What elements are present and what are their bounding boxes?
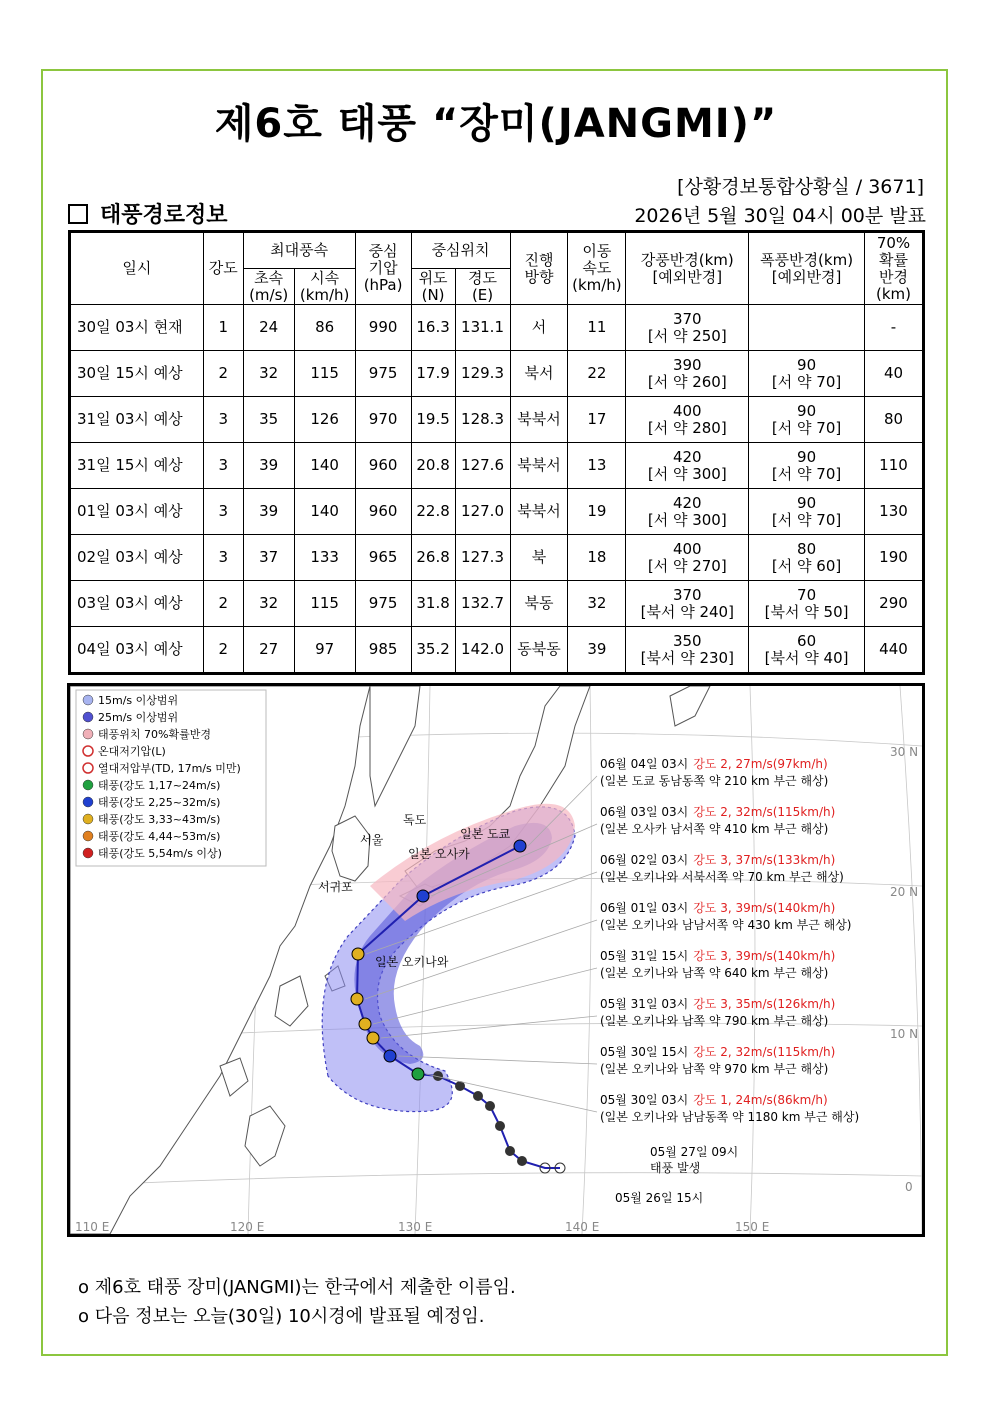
cell-time: 02일 03시 예상 — [70, 535, 204, 581]
annotation-desc: (일본 오키나와 남쪽 약 790 km 부근 해상) — [600, 1014, 829, 1028]
cell-lon: 128.3 — [455, 397, 510, 443]
annotation-desc: (일본 오키나와 서북서쪽 약 70 km 부근 해상) — [600, 870, 844, 884]
header-center: 중심위치 — [411, 232, 510, 269]
annotation-desc: (일본 오키나와 남쪽 약 640 km 부근 해상) — [600, 966, 829, 980]
cell-time: 31일 15시 예상 — [70, 443, 204, 489]
cell-time: 04일 03시 예상 — [70, 627, 204, 674]
cell-strength: 3 — [203, 535, 243, 581]
cell-strength: 1 — [203, 305, 243, 351]
cell-strength: 2 — [203, 351, 243, 397]
cell-pressure: 985 — [355, 627, 411, 674]
annotation-desc: (일본 오사카 남서쪽 약 410 km 부근 해상) — [600, 822, 829, 836]
cell-gale-radius: 400 [서 약 280] — [626, 397, 749, 443]
typhoon-green-icon — [83, 780, 93, 790]
lon-label-150: 150 E — [735, 1220, 770, 1234]
cell-pressure: 990 — [355, 305, 411, 351]
header-storm-radius: 폭풍반경(km) [예외반경] — [749, 232, 865, 305]
cell-direction: 북북서 — [510, 489, 568, 535]
section-heading — [68, 198, 228, 229]
cell-speed: 39 — [568, 627, 626, 674]
blue-dot — [83, 712, 93, 722]
lon-label-120: 120 E — [230, 1220, 265, 1234]
cell-storm-radius: 90 [서 약 70] — [749, 351, 865, 397]
header-strength: 강도 — [203, 232, 243, 305]
header-probability: 70% 확률 반경 (km) — [864, 232, 923, 305]
cell-probability: 440 — [864, 627, 923, 674]
marker-0531-15 — [359, 1018, 371, 1030]
marker-past — [517, 1156, 527, 1166]
legend-label: 태풍(강도 5,54m/s 이상) — [98, 847, 222, 860]
annotation-date: 05월 31일 15시 강도 3, 39m/s(140km/h) — [600, 949, 836, 963]
cell-speed: 13 — [568, 443, 626, 489]
notes — [78, 1273, 516, 1331]
cell-lon: 127.0 — [455, 489, 510, 535]
cell-lat: 31.8 — [411, 581, 455, 627]
cell-speed: 19 — [568, 489, 626, 535]
cell-direction: 북서 — [510, 351, 568, 397]
cell-wind-kmh: 126 — [294, 397, 355, 443]
cell-wind-ms: 37 — [243, 535, 294, 581]
cell-gale-radius: 350 [북서 약 230] — [626, 627, 749, 674]
cell-wind-ms: 24 — [243, 305, 294, 351]
annotation-date: 05월 30일 03시 강도 1, 24m/s(86km/h) — [600, 1093, 828, 1107]
cell-lat: 26.8 — [411, 535, 455, 581]
lon-label-140: 140 E — [565, 1220, 600, 1234]
cell-wind-ms: 32 — [243, 351, 294, 397]
cell-pressure: 970 — [355, 397, 411, 443]
annotation-date: 06월 03일 03시 강도 2, 32m/s(115km/h) — [600, 805, 836, 819]
typhoon-track-table — [68, 230, 925, 675]
cell-probability: 190 — [864, 535, 923, 581]
cell-wind-ms: 32 — [243, 581, 294, 627]
cell-gale-radius: 420 [서 약 300] — [626, 443, 749, 489]
cell-lat: 35.2 — [411, 627, 455, 674]
legend-label: 태풍위치 70%확률반경 — [98, 728, 211, 741]
cell-direction: 북동 — [510, 581, 568, 627]
lat-label-10: 10 N — [890, 1027, 919, 1041]
table-row — [70, 535, 924, 581]
annotation-date: 05월 30일 15시 강도 2, 32m/s(115km/h) — [600, 1045, 836, 1059]
annotation-date: 05월 31일 03시 강도 3, 35m/s(126km/h) — [600, 997, 836, 1011]
header-wind-kmh: 시속 (km/h) — [294, 269, 355, 305]
cell-wind-ms: 35 — [243, 397, 294, 443]
cell-storm-radius: 70 [북서 약 50] — [749, 581, 865, 627]
cell-speed: 22 — [568, 351, 626, 397]
page-title: 제6호 태풍 “장미(JANGMI)” — [214, 101, 778, 147]
cell-wind-kmh: 97 — [294, 627, 355, 674]
cell-speed: 18 — [568, 535, 626, 581]
cell-pressure: 960 — [355, 489, 411, 535]
cell-storm-radius: 90 [서 약 70] — [749, 397, 865, 443]
cell-lon: 132.7 — [455, 581, 510, 627]
cell-lat: 22.8 — [411, 489, 455, 535]
legend-label: 25m/s 이상범위 — [98, 711, 179, 724]
genesis-label-2: 태풍 발생 — [650, 1161, 701, 1175]
cell-lon: 127.3 — [455, 535, 510, 581]
marker-past — [485, 1101, 495, 1111]
cell-probability: 130 — [864, 489, 923, 535]
cell-speed: 32 — [568, 581, 626, 627]
cell-strength: 3 — [203, 397, 243, 443]
cell-time: 03일 03시 예상 — [70, 581, 204, 627]
legend-label: 태풍(강도 3,33~43m/s) — [98, 813, 221, 826]
cell-wind-kmh: 140 — [294, 489, 355, 535]
cell-wind-kmh: 140 — [294, 443, 355, 489]
annotation-date: 06월 04일 03시 강도 2, 27m/s(97km/h) — [600, 757, 828, 771]
header-lon: 경도 (E) — [455, 269, 510, 305]
cell-wind-ms: 39 — [243, 443, 294, 489]
cell-storm-radius: 90 [서 약 70] — [749, 443, 865, 489]
td-icon — [83, 763, 93, 773]
marker-0604 — [514, 840, 526, 852]
section-title: 태풍경로정보 — [100, 203, 228, 228]
cell-strength: 2 — [203, 581, 243, 627]
cell-storm-radius: 80 [서 약 60] — [749, 535, 865, 581]
cell-gale-radius: 370 [북서 약 240] — [626, 581, 749, 627]
typhoon-blue-icon — [83, 797, 93, 807]
header-gale-radius: 강풍반경(km) [예외반경] — [626, 232, 749, 305]
cell-probability: 290 — [864, 581, 923, 627]
cell-lon: 131.1 — [455, 305, 510, 351]
checkbox-icon — [68, 204, 88, 224]
place-okinawa: 일본 오키나와 — [375, 955, 449, 969]
cell-wind-kmh: 86 — [294, 305, 355, 351]
legend-label: 태풍(강도 4,44~53m/s) — [98, 830, 221, 843]
header-speed: 이동 속도 (km/h) — [568, 232, 626, 305]
marker-0531-03 — [367, 1032, 379, 1044]
legend-label: 태풍(강도 2,25~32m/s) — [98, 796, 221, 809]
cell-probability: - — [864, 305, 923, 351]
cell-probability: 110 — [864, 443, 923, 489]
annotation-desc: (일본 오키나와 남쪽 약 970 km 부근 해상) — [600, 1062, 829, 1076]
header-direction: 진행 방향 — [510, 232, 568, 305]
table-row — [70, 305, 924, 351]
cell-lat: 20.8 — [411, 443, 455, 489]
marker-0602 — [352, 948, 364, 960]
legend-label: 태풍(강도 1,17~24m/s) — [98, 779, 221, 792]
marker-past — [495, 1121, 505, 1131]
cell-lon: 127.6 — [455, 443, 510, 489]
cell-direction: 북 — [510, 535, 568, 581]
cell-gale-radius: 420 [서 약 300] — [626, 489, 749, 535]
cell-probability: 40 — [864, 351, 923, 397]
place-dokdo: 독도 — [403, 813, 427, 827]
table-row — [70, 351, 924, 397]
cell-pressure: 960 — [355, 443, 411, 489]
cell-lat: 19.5 — [411, 397, 455, 443]
annotation-date: 06월 01일 03시 강도 3, 39m/s(140km/h) — [600, 901, 836, 915]
track-map-svg — [70, 686, 922, 1234]
table-row — [70, 489, 924, 535]
marker-past — [473, 1091, 483, 1101]
cell-gale-radius: 370 [서 약 250] — [626, 305, 749, 351]
cell-lon: 142.0 — [455, 627, 510, 674]
lat-label-0: 0 — [905, 1180, 913, 1194]
marker-0603 — [417, 890, 429, 902]
low-pressure-icon — [83, 746, 93, 756]
header-lat: 위도 (N) — [411, 269, 455, 305]
cell-time: 01일 03시 예상 — [70, 489, 204, 535]
typhoon-orange-icon — [83, 831, 93, 841]
place-tokyo: 일본 도쿄 — [460, 827, 511, 841]
cell-wind-kmh: 115 — [294, 581, 355, 627]
table-row — [70, 627, 924, 674]
cell-wind-ms: 39 — [243, 489, 294, 535]
cell-wind-ms: 27 — [243, 627, 294, 674]
cell-lat: 16.3 — [411, 305, 455, 351]
typhoon-yellow-icon — [83, 814, 93, 824]
cell-speed: 17 — [568, 397, 626, 443]
light-blue-dot — [83, 695, 93, 705]
header-pressure: 중심 기압 (hPa) — [355, 232, 411, 305]
header-time: 일시 — [70, 232, 204, 305]
table-row — [70, 581, 924, 627]
cell-gale-radius: 390 [서 약 260] — [626, 351, 749, 397]
cell-direction: 북북서 — [510, 443, 568, 489]
place-seogwipo: 서귀포 — [318, 880, 353, 894]
legend-label: 열대저압부(TD, 17m/s 미만) — [98, 762, 241, 775]
annotation-desc: (일본 오키나와 남남서쪽 약 430 km 부근 해상) — [600, 918, 852, 932]
table-row — [70, 443, 924, 489]
pink-dot — [83, 729, 93, 739]
annotation-desc: (일본 오키나와 남남동쪽 약 1180 km 부근 해상) — [600, 1110, 860, 1124]
issue-time: 2026년 5월 30일 04시 00분 발표 — [634, 205, 926, 227]
typhoon-red-icon — [83, 848, 93, 858]
legend-label: 온대저기압(L) — [98, 745, 166, 758]
cell-strength: 2 — [203, 627, 243, 674]
marker-past — [505, 1146, 515, 1156]
cell-strength: 3 — [203, 443, 243, 489]
cell-storm-radius: 90 [서 약 70] — [749, 489, 865, 535]
cell-wind-kmh: 115 — [294, 351, 355, 397]
cell-lat: 17.9 — [411, 351, 455, 397]
note-2: o 다음 정보는 오늘(30일) 10시경에 발표될 예정임. — [78, 1306, 485, 1327]
lon-label-110: 110 E — [75, 1220, 110, 1234]
cell-pressure: 965 — [355, 535, 411, 581]
marker-0601 — [351, 993, 363, 1005]
annotation-desc: (일본 도쿄 동남동쪽 약 210 km 부근 해상) — [600, 774, 829, 788]
legend-label: 15m/s 이상범위 — [98, 694, 179, 707]
header-max-wind: 최대풍속 — [243, 232, 355, 269]
cell-time: 31일 03시 예상 — [70, 397, 204, 443]
cell-direction: 북북서 — [510, 397, 568, 443]
cell-time: 30일 15시 예상 — [70, 351, 204, 397]
place-seoul: 서울 — [360, 833, 384, 847]
cell-pressure: 975 — [355, 581, 411, 627]
office-label: [상황경보통합상황실 / 3671] — [677, 176, 924, 198]
cell-storm-radius: 60 [북서 약 40] — [749, 627, 865, 674]
start-label: 05월 26일 15시 — [615, 1191, 704, 1205]
cell-speed: 11 — [568, 305, 626, 351]
cell-direction: 서 — [510, 305, 568, 351]
marker-0530-15 — [384, 1050, 396, 1062]
lat-label-20: 20 N — [890, 885, 919, 899]
cell-strength: 3 — [203, 489, 243, 535]
genesis-label: 05월 27일 09시 — [650, 1145, 739, 1159]
table-row — [70, 397, 924, 443]
cell-wind-kmh: 133 — [294, 535, 355, 581]
cell-gale-radius: 400 [서 약 270] — [626, 535, 749, 581]
annotation-date: 06월 02일 03시 강도 3, 37m/s(133km/h) — [600, 853, 836, 867]
cell-probability: 80 — [864, 397, 923, 443]
cell-storm-radius — [749, 305, 865, 351]
typhoon-track-map — [67, 683, 925, 1237]
lat-label-30: 30 N — [890, 745, 919, 759]
cell-lon: 129.3 — [455, 351, 510, 397]
note-1: o 제6호 태풍 장미(JANGMI)는 한국에서 제출한 이름임. — [78, 1277, 516, 1298]
lon-label-130: 130 E — [398, 1220, 433, 1234]
place-osaka: 일본 오사카 — [408, 847, 470, 861]
marker-0530-03 — [412, 1068, 424, 1080]
header-wind-ms: 초속 (m/s) — [243, 269, 294, 305]
cell-time: 30일 03시 현재 — [70, 305, 204, 351]
cell-pressure: 975 — [355, 351, 411, 397]
cell-direction: 동북동 — [510, 627, 568, 674]
